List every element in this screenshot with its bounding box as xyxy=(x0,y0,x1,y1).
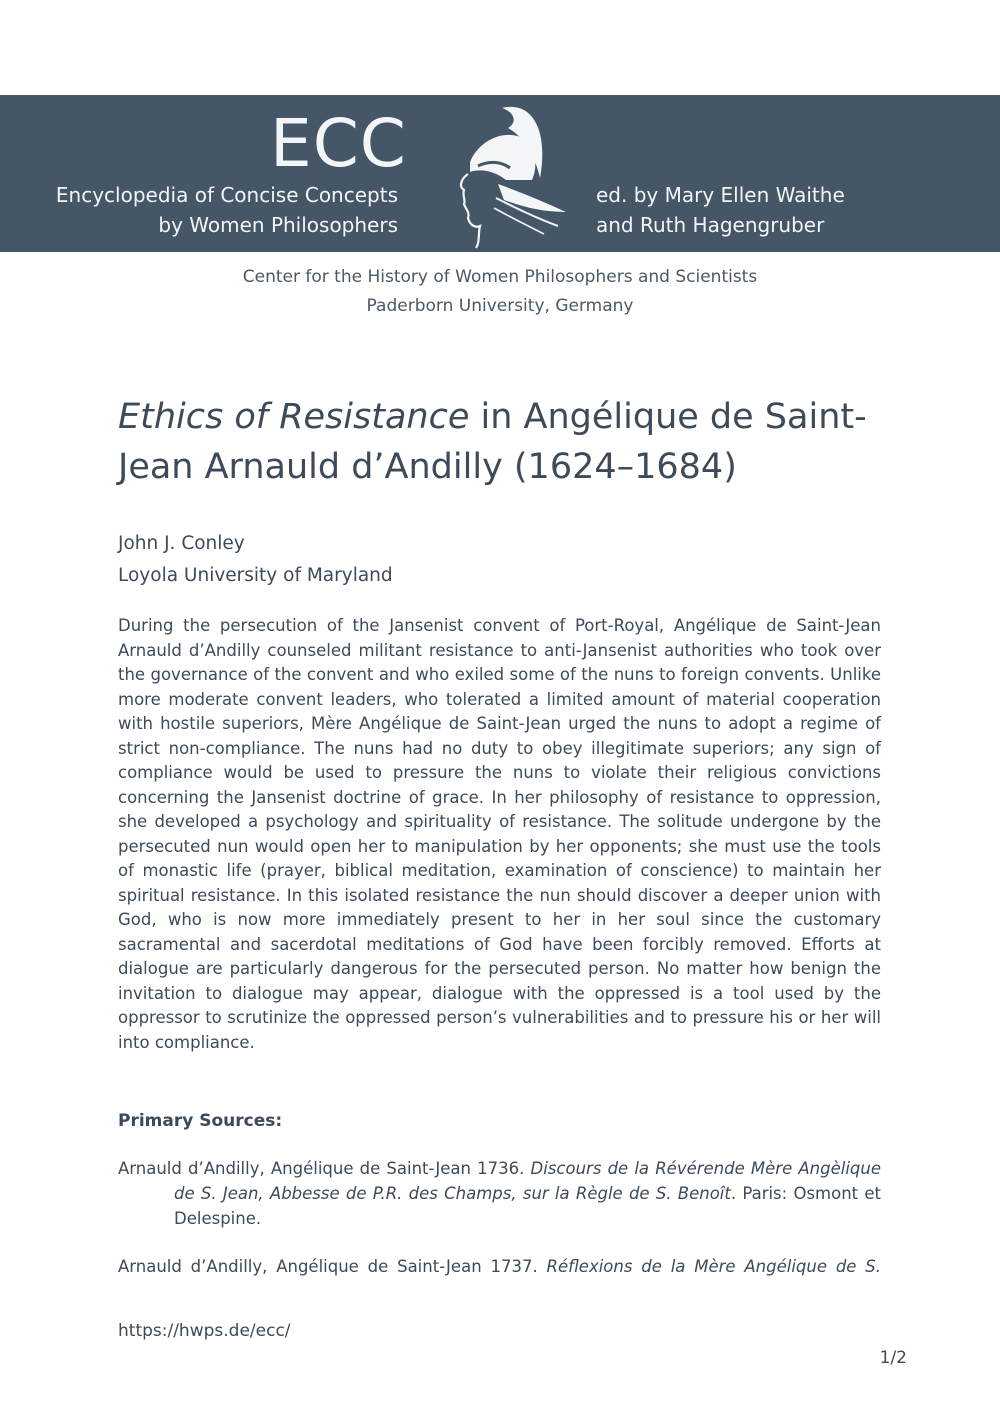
editors-line2: and Ruth Hagengruber xyxy=(596,213,825,237)
series-title xyxy=(56,180,398,240)
author-affiliation: Loyola University of Maryland xyxy=(118,565,393,586)
footer-url-link[interactable]: https://hwps.de/ecc/ xyxy=(118,1321,291,1341)
reference-item xyxy=(118,1254,881,1279)
page-number: 1/2 xyxy=(879,1348,907,1368)
reference-rest: . Paris: Osmont et Delespine. xyxy=(174,1184,882,1228)
reference-item xyxy=(118,1156,881,1231)
series-title-line1: Encyclopedia of Concise Concepts xyxy=(55,183,398,207)
reference-title: Discours de la Révérende Mère Angèlique de S. Jean, Abbesse de P.R. des Champs, sur la Règle de S. Benoît xyxy=(174,1159,881,1203)
author-name: John J. Conley xyxy=(118,533,245,554)
athena-helmet-logo-icon xyxy=(440,100,570,250)
reference-plain: Arnauld d’Andilly, Angélique de Saint-Jean 1736. xyxy=(118,1159,531,1178)
reference-title: Réflexions de la Mère Angélique de S. xyxy=(546,1257,881,1276)
author-block xyxy=(118,528,393,592)
primary-sources-heading: Primary Sources: xyxy=(118,1111,283,1131)
abstract: During the persecution of the Jansenist convent of Port-Royal, Angélique de Saint-Jean Arnauld d’Andilly counseled militant resistance to anti-Jansenist authorities who took over the governance of the convent and who exiled some of the nuns to foreign convents. Unlike more moderate convent leaders, who tolerated a limited amount of material cooperation with hostile superiors, Mère Angélique de Saint-Jean urged the nuns to adopt a regime of strict non-compliance. The nuns had no duty to obey illegitimate superiors; any sign of compliance would be used to pressure the nuns to violate their religious convictions concerning the Jansenist doctrine of grace. In her philosophy of resistance to oppression, she developed a psychology and spirituality of resistance. The solitude undergone by the persecuted nun would open her to manipulation by her opponents; she must use the tools of monastic life (prayer, biblical meditation, examination of conscience) to maintain her spiritual resistance. In this isolated resistance the nun should discover a deeper union with God, who is now more immediately present to her in her soul since the customary sacramental and sacerdotal meditations of God have been forcibly removed. Efforts at dialogue are particularly dangerous for the persecuted person. No matter how benign the invitation to dialogue may appear, dialogue with the oppressed is a tool used by the oppressor to scrutinize the oppressed person’s vulnerabilities and to pressure his or her will into compliance. xyxy=(118,616,881,1052)
institution-line1: Center for the History of Women Philosophers and Scientists xyxy=(242,267,758,287)
editors xyxy=(596,180,845,240)
ecc-logo-text: ECC xyxy=(270,105,407,182)
reference-plain: Arnauld d’Andilly, Angélique de Saint-Jean 1737. xyxy=(118,1257,547,1276)
institution xyxy=(0,263,1000,321)
article-title-rest: in Angélique de Saint-Jean Arnauld d’Andilly (1624–1684) xyxy=(118,397,867,487)
institution-line2: Paderborn University, Germany xyxy=(366,296,634,316)
article-title-italic: Ethics of Resistance xyxy=(118,397,470,437)
editors-line1: ed. by Mary Ellen Waithe xyxy=(596,183,845,207)
article-title xyxy=(118,392,888,492)
series-title-line2: by Women Philosophers xyxy=(158,213,398,237)
